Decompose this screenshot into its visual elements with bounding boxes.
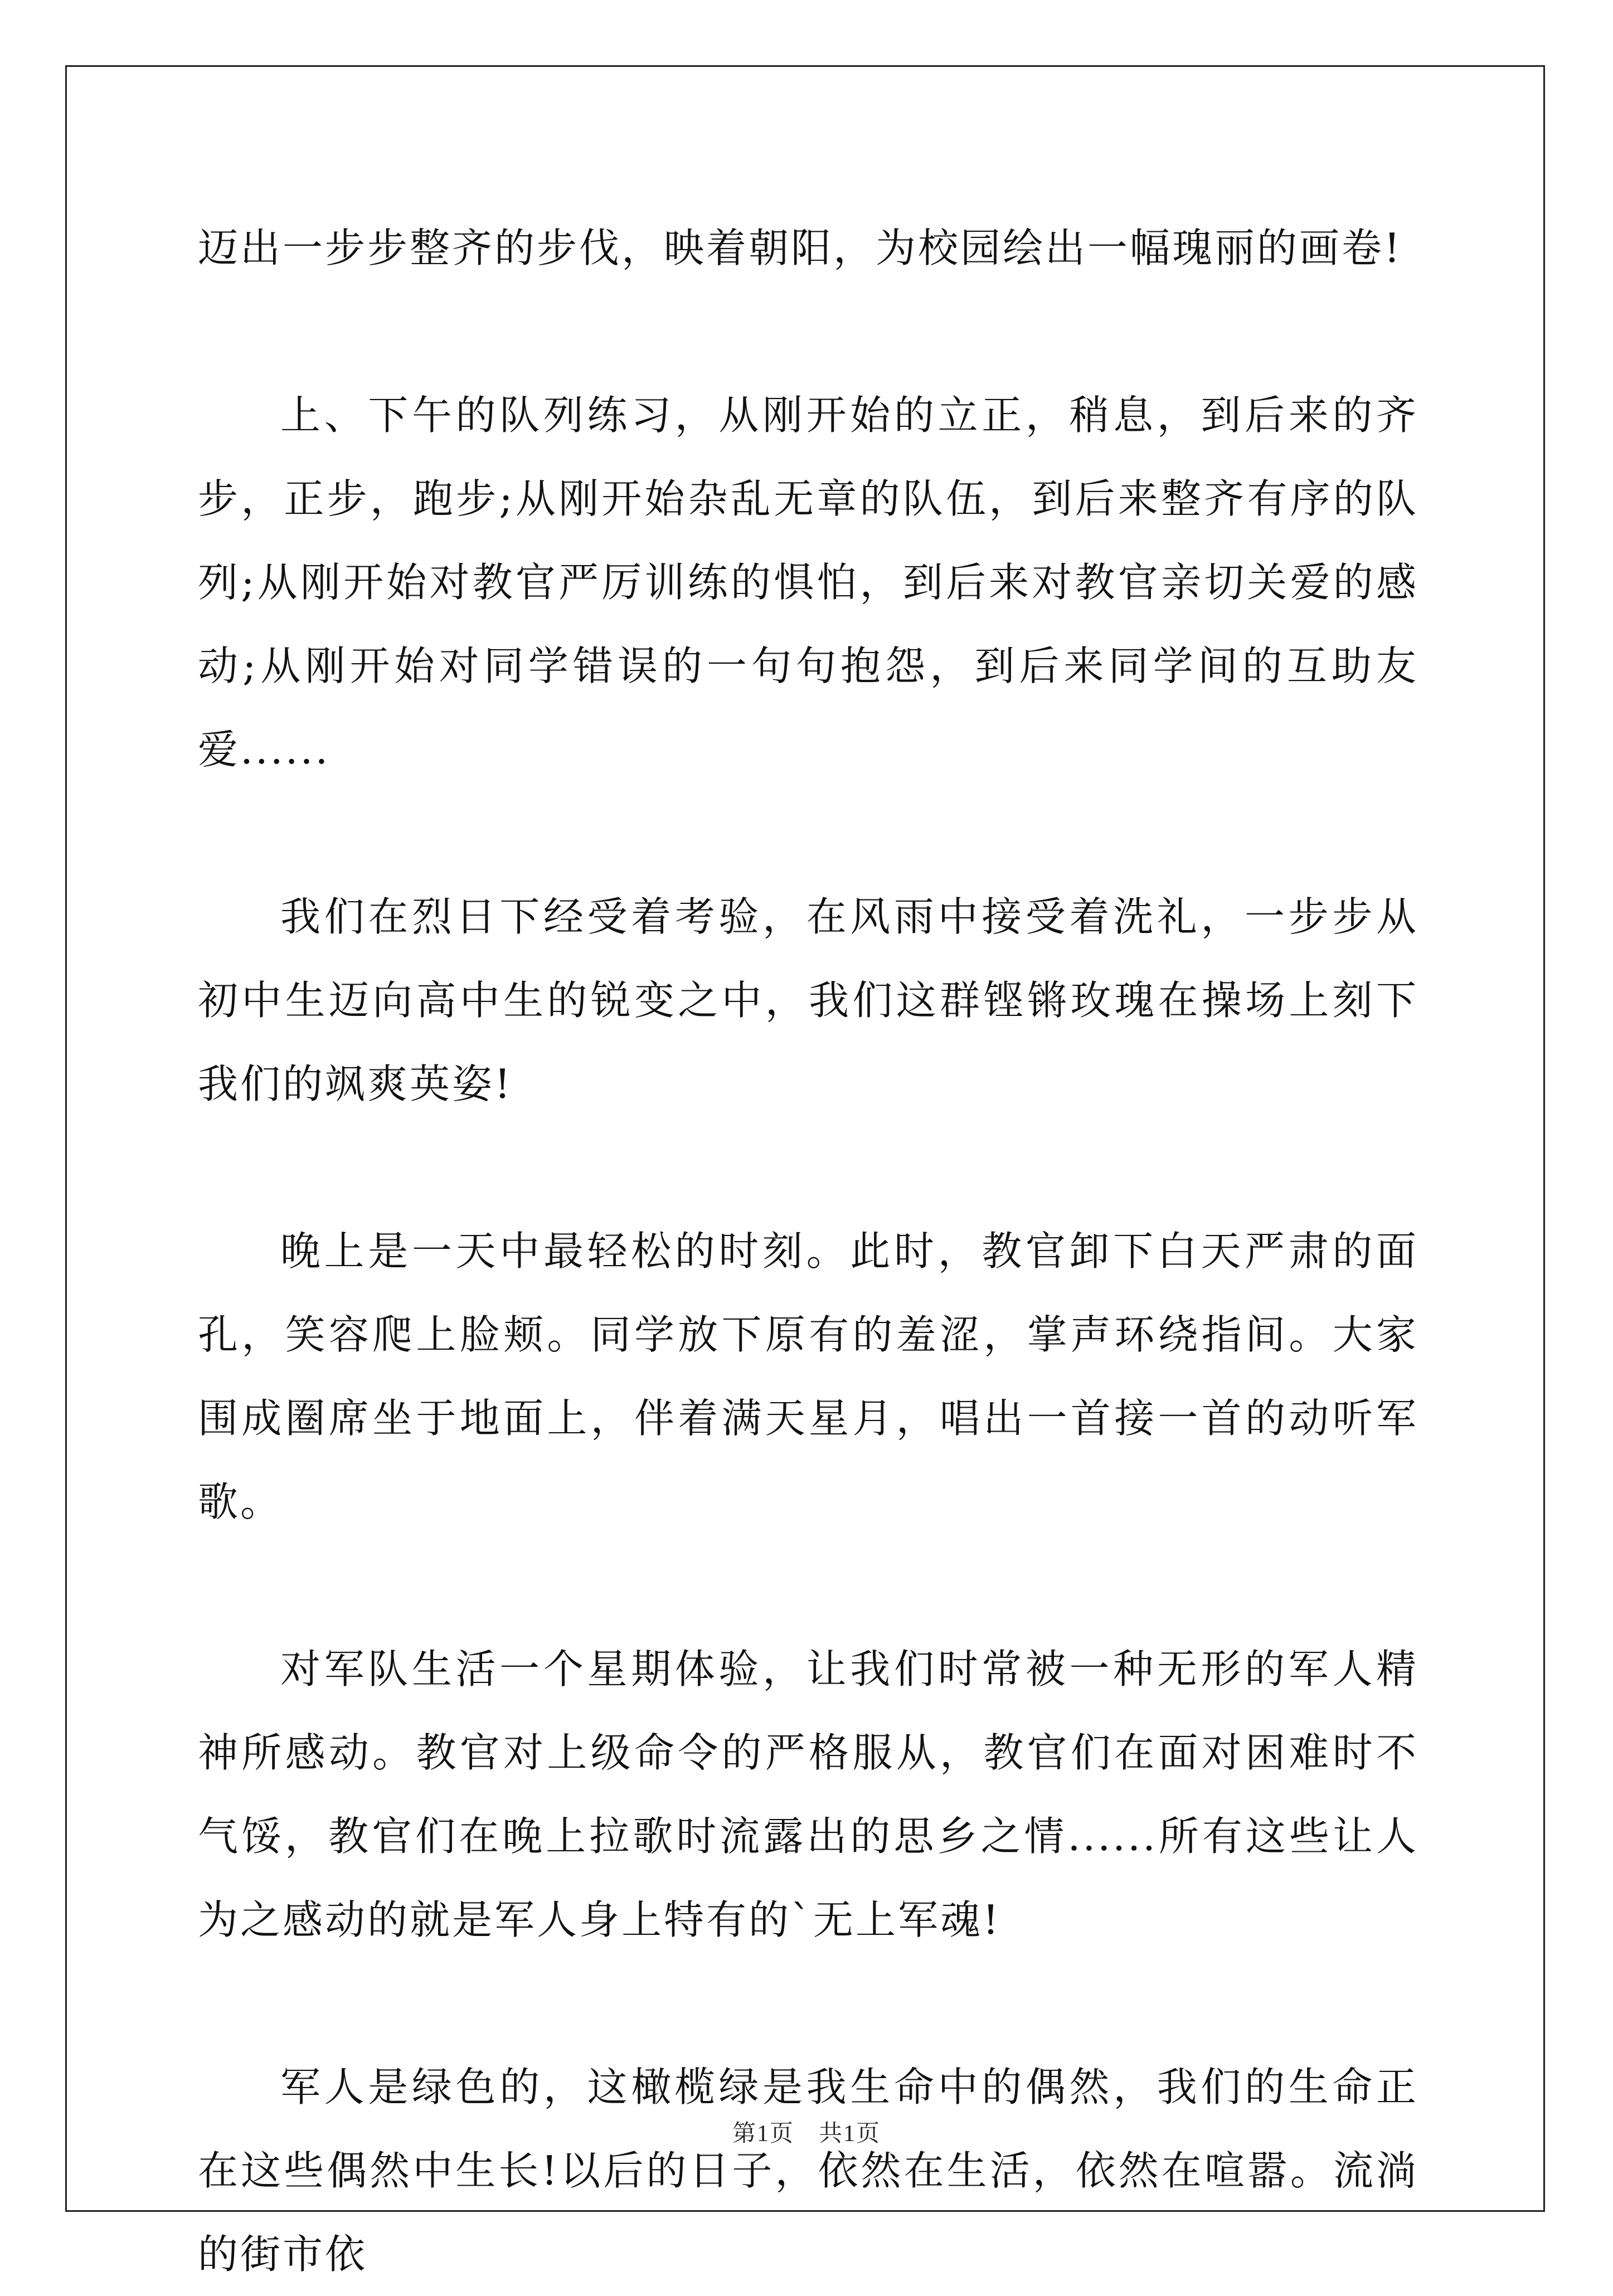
page-number-total: 共1页 (819, 2121, 881, 2147)
paragraph-4: 晚上是一天中最轻松的时刻。此时，教官卸下白天严肃的面孔，笑容爬上脸颊。同学放下原有的羞涩，掌声环绕指间。大家围成圈席坐于地面上，伴着满天星月，唱出一首接一首的动听军歌。 (198, 1228, 1418, 1525)
paragraph-6: 军人是绿色的，这橄榄绿是我生命中的偶然，我们的生命正在这些偶然中生长!以后的日子，依然在生活，依然在喧嚣。流淌的街市依 (198, 2064, 1418, 2278)
paragraph-5: 对军队生活一个星期体验，让我们时常被一种无形的军人精神所感动。教官对上级命令的严格服从，教官们在面对困难时不气馁，教官们在晚上拉歌时流露出的思乡之情......所有这些让人为之感动的就是军人身上特有的`无上军魂! (198, 1646, 1418, 1943)
paragraph-2: 上、下午的队列练习，从刚开始的立正，稍息，到后来的齐步，正步，跑步;从刚开始杂乱无章的队伍，到后来整齐有序的队列;从刚开始对教官严厉训练的惧怕，到后来对教官亲切关爱的感动;从刚开始对同学错误的一句句抱怨，到后来同学间的互助友爱...... (198, 392, 1418, 773)
document-body (198, 206, 1418, 2296)
paragraph-1: 迈出一步步整齐的步伐，映着朝阳，为校园绘出一幅瑰丽的画卷! (198, 225, 1402, 271)
page-footer (0, 2115, 1613, 2148)
paragraph-3: 我们在烈日下经受着考验，在风雨中接受着洗礼，一步步从初中生迈向高中生的锐变之中，我们这群铿锵玫瑰在操场上刻下我们的飒爽英姿! (198, 893, 1418, 1107)
page-number-current: 第1页 (732, 2121, 794, 2147)
